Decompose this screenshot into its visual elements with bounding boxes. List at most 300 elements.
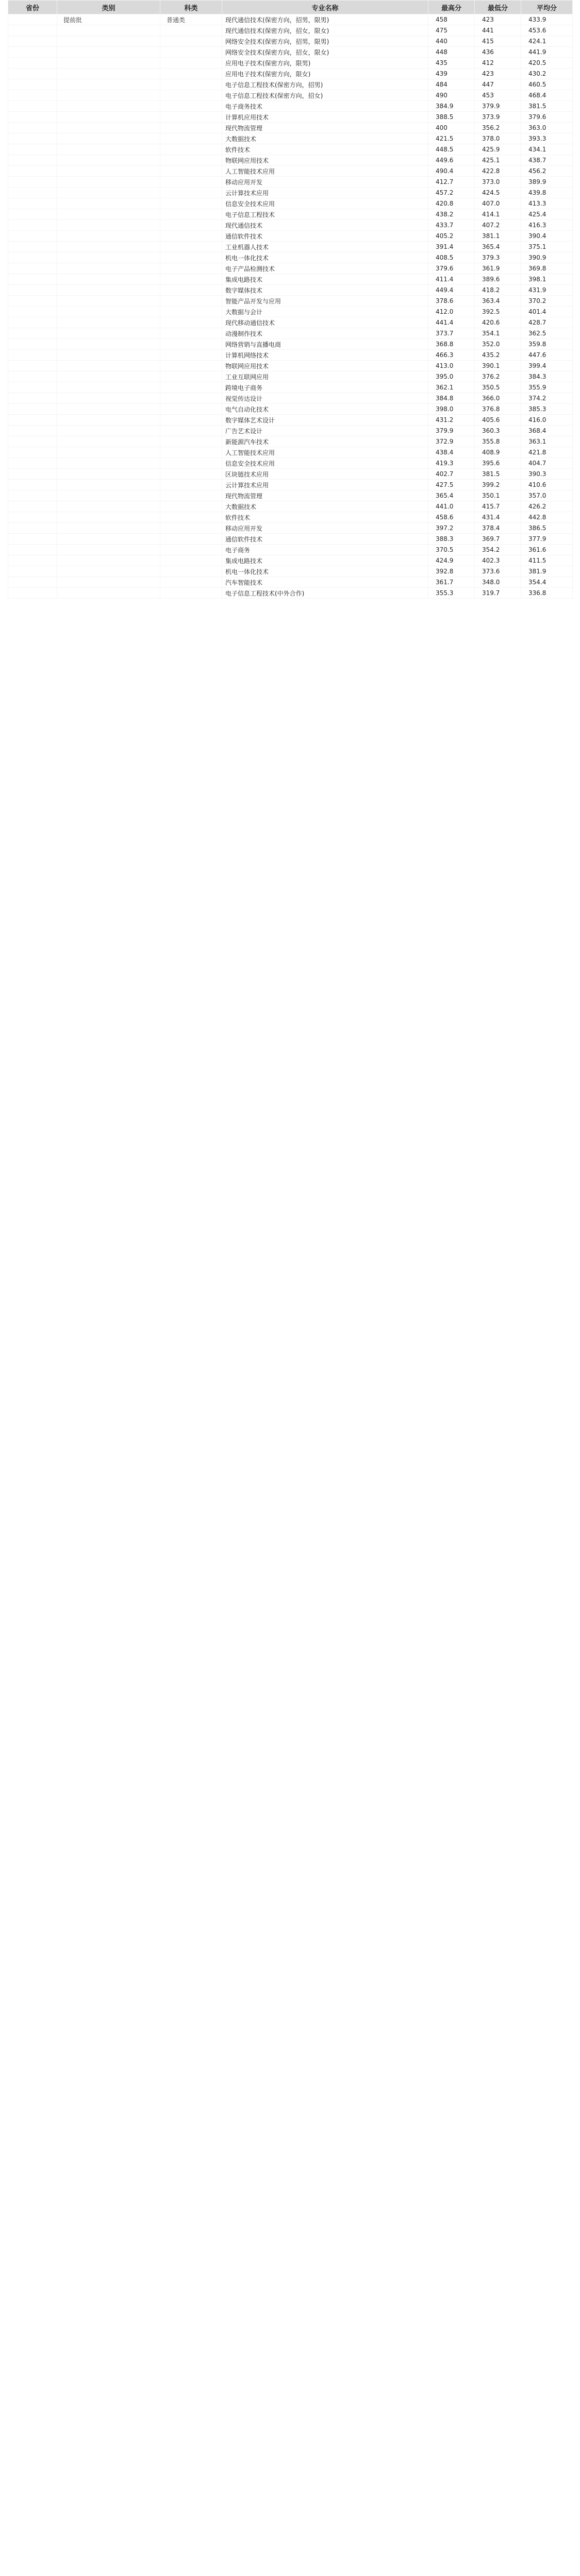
cell-category — [57, 458, 160, 469]
cell-major: 集成电路技术 — [222, 274, 428, 285]
cell-min: 447 — [475, 79, 521, 90]
cell-major: 移动应用开发 — [222, 177, 428, 188]
cell-major: 软件技术 — [222, 144, 428, 155]
cell-min: 381.5 — [475, 469, 521, 480]
cell-province — [8, 393, 57, 404]
cell-category — [57, 198, 160, 209]
table-row — [8, 415, 573, 426]
cell-province — [8, 339, 57, 350]
cell-major: 物联网应用技术 — [222, 361, 428, 371]
cell-province — [8, 112, 57, 123]
cell-province — [8, 58, 57, 69]
cell-avg: 369.8 — [521, 263, 573, 274]
cell-avg: 404.7 — [521, 458, 573, 469]
cell-min: 392.5 — [475, 307, 521, 317]
cell-max: 448.5 — [428, 144, 475, 155]
cell-max: 373.7 — [428, 328, 475, 339]
cell-province — [8, 25, 57, 36]
cell-avg: 401.4 — [521, 307, 573, 317]
cell-max: 402.7 — [428, 469, 475, 480]
cell-subject — [160, 447, 222, 458]
cell-max: 490 — [428, 90, 475, 101]
cell-min: 424.5 — [475, 188, 521, 198]
cell-min: 348.0 — [475, 577, 521, 588]
cell-avg: 355.9 — [521, 382, 573, 393]
cell-category — [57, 231, 160, 242]
cell-category — [57, 220, 160, 231]
cell-category — [57, 25, 160, 36]
cell-category — [57, 307, 160, 317]
cell-avg: 413.3 — [521, 198, 573, 209]
cell-major: 电子产品检测技术 — [222, 263, 428, 274]
cell-province — [8, 69, 57, 79]
cell-subject — [160, 555, 222, 566]
cell-max: 398.0 — [428, 404, 475, 415]
cell-avg: 460.5 — [521, 79, 573, 90]
cell-max: 392.8 — [428, 566, 475, 577]
cell-major: 工业机器人技术 — [222, 242, 428, 252]
table-row — [8, 490, 573, 501]
header-major: 专业名称 — [222, 1, 428, 14]
cell-province — [8, 361, 57, 371]
table-row — [8, 166, 573, 177]
cell-min: 414.1 — [475, 209, 521, 220]
cell-min: 354.2 — [475, 545, 521, 555]
cell-major: 电子信息工程技术 — [222, 209, 428, 220]
table-row — [8, 447, 573, 458]
cell-avg: 468.4 — [521, 90, 573, 101]
cell-province — [8, 36, 57, 47]
cell-max: 408.5 — [428, 252, 475, 263]
cell-subject — [160, 123, 222, 133]
cell-category — [57, 469, 160, 480]
cell-min: 356.2 — [475, 123, 521, 133]
cell-category — [57, 144, 160, 155]
cell-subject — [160, 296, 222, 307]
table-row — [8, 123, 573, 133]
cell-avg: 441.9 — [521, 47, 573, 58]
cell-major: 软件技术 — [222, 512, 428, 523]
table-row — [8, 242, 573, 252]
cell-major: 汽车智能技术 — [222, 577, 428, 588]
table-row — [8, 426, 573, 436]
cell-major: 网络营销与直播电商 — [222, 339, 428, 350]
cell-province — [8, 101, 57, 112]
cell-avg: 393.3 — [521, 133, 573, 144]
cell-min: 379.3 — [475, 252, 521, 263]
cell-avg: 381.9 — [521, 566, 573, 577]
cell-avg: 420.5 — [521, 58, 573, 69]
table-row — [8, 133, 573, 144]
cell-max: 413.0 — [428, 361, 475, 371]
cell-province — [8, 480, 57, 490]
cell-category — [57, 296, 160, 307]
cell-min: 361.9 — [475, 263, 521, 274]
cell-max: 412.0 — [428, 307, 475, 317]
table-row — [8, 274, 573, 285]
cell-avg: 377.9 — [521, 534, 573, 545]
cell-subject — [160, 480, 222, 490]
cell-min: 354.1 — [475, 328, 521, 339]
table-row — [8, 296, 573, 307]
cell-min: 412 — [475, 58, 521, 69]
cell-min: 373.6 — [475, 566, 521, 577]
cell-min: 350.5 — [475, 382, 521, 393]
cell-category — [57, 512, 160, 523]
cell-max: 440 — [428, 36, 475, 47]
cell-subject — [160, 252, 222, 263]
cell-min: 435.2 — [475, 350, 521, 361]
cell-category — [57, 501, 160, 512]
cell-province — [8, 328, 57, 339]
cell-avg: 361.6 — [521, 545, 573, 555]
cell-avg: 389.9 — [521, 177, 573, 188]
cell-province — [8, 566, 57, 577]
cell-subject — [160, 188, 222, 198]
cell-major: 现代通信技术(保密方向，招男，限男) — [222, 14, 428, 25]
cell-avg: 447.6 — [521, 350, 573, 361]
cell-subject — [160, 79, 222, 90]
cell-category — [57, 328, 160, 339]
cell-max: 379.9 — [428, 426, 475, 436]
cell-category — [57, 58, 160, 69]
cell-province — [8, 415, 57, 426]
cell-avg: 430.2 — [521, 69, 573, 79]
cell-max: 370.5 — [428, 545, 475, 555]
cell-province — [8, 79, 57, 90]
cell-min: 369.7 — [475, 534, 521, 545]
cell-category — [57, 242, 160, 252]
cell-avg: 434.1 — [521, 144, 573, 155]
cell-major: 信息安全技术应用 — [222, 198, 428, 209]
table-row — [8, 307, 573, 317]
cell-subject — [160, 209, 222, 220]
table-row — [8, 317, 573, 328]
cell-avg: 453.6 — [521, 25, 573, 36]
cell-max: 448 — [428, 47, 475, 58]
cell-subject — [160, 458, 222, 469]
cell-avg: 399.4 — [521, 361, 573, 371]
header-category: 类别 — [57, 1, 160, 14]
cell-avg: 370.2 — [521, 296, 573, 307]
cell-major: 电子信息工程技术(保密方向，招女) — [222, 90, 428, 101]
cell-category — [57, 404, 160, 415]
cell-major: 智能产品开发与应用 — [222, 296, 428, 307]
cell-major: 跨境电子商务 — [222, 382, 428, 393]
cell-major: 数字媒体艺术设计 — [222, 415, 428, 426]
table-row — [8, 512, 573, 523]
cell-max: 458.6 — [428, 512, 475, 523]
cell-min: 378.0 — [475, 133, 521, 144]
cell-major: 电子信息工程技术(保密方向，招男) — [222, 79, 428, 90]
table-row — [8, 371, 573, 382]
table-row — [8, 101, 573, 112]
cell-province — [8, 144, 57, 155]
cell-min: 350.1 — [475, 490, 521, 501]
cell-avg: 416.3 — [521, 220, 573, 231]
cell-category — [57, 382, 160, 393]
cell-min: 415.7 — [475, 501, 521, 512]
cell-subject — [160, 566, 222, 577]
cell-major: 人工智能技术应用 — [222, 166, 428, 177]
cell-avg: 336.8 — [521, 588, 573, 599]
cell-major: 大数据与会计 — [222, 307, 428, 317]
cell-min: 407.2 — [475, 220, 521, 231]
table-row — [8, 339, 573, 350]
table-row — [8, 14, 573, 25]
cell-province — [8, 242, 57, 252]
cell-subject — [160, 317, 222, 328]
cell-category — [57, 133, 160, 144]
cell-avg: 398.1 — [521, 274, 573, 285]
cell-max: 427.5 — [428, 480, 475, 490]
cell-major: 云计算技术应用 — [222, 188, 428, 198]
cell-category — [57, 317, 160, 328]
table-row — [8, 47, 573, 58]
cell-avg: 363.1 — [521, 436, 573, 447]
table-row — [8, 263, 573, 274]
cell-max: 388.3 — [428, 534, 475, 545]
table-row — [8, 523, 573, 534]
table-row — [8, 144, 573, 155]
cell-category — [57, 166, 160, 177]
cell-max: 438.2 — [428, 209, 475, 220]
cell-min: 402.3 — [475, 555, 521, 566]
cell-province — [8, 90, 57, 101]
cell-max: 449.4 — [428, 285, 475, 296]
cell-subject — [160, 155, 222, 166]
cell-avg: 456.2 — [521, 166, 573, 177]
table-header-row — [8, 1, 573, 14]
cell-min: 355.8 — [475, 436, 521, 447]
cell-max: 368.8 — [428, 339, 475, 350]
cell-max: 379.6 — [428, 263, 475, 274]
cell-avg: 390.3 — [521, 469, 573, 480]
cell-min: 363.4 — [475, 296, 521, 307]
cell-province — [8, 317, 57, 328]
cell-category — [57, 393, 160, 404]
cell-province — [8, 263, 57, 274]
cell-avg: 385.3 — [521, 404, 573, 415]
cell-category — [57, 123, 160, 133]
cell-province — [8, 447, 57, 458]
cell-min: 381.1 — [475, 231, 521, 242]
cell-subject — [160, 339, 222, 350]
table-row — [8, 382, 573, 393]
cell-avg: 416.0 — [521, 415, 573, 426]
cell-max: 378.6 — [428, 296, 475, 307]
cell-max: 435 — [428, 58, 475, 69]
cell-major: 现代通信技术 — [222, 220, 428, 231]
cell-subject — [160, 350, 222, 361]
cell-max: 372.9 — [428, 436, 475, 447]
cell-major: 机电一体化技术 — [222, 252, 428, 263]
cell-avg: 384.3 — [521, 371, 573, 382]
cell-max: 431.2 — [428, 415, 475, 426]
cell-max: 457.2 — [428, 188, 475, 198]
cell-subject — [160, 220, 222, 231]
cell-category — [57, 545, 160, 555]
cell-province — [8, 231, 57, 242]
cell-max: 397.2 — [428, 523, 475, 534]
cell-min: 360.3 — [475, 426, 521, 436]
table-body — [8, 14, 573, 599]
header-subject: 科类 — [160, 1, 222, 14]
cell-category — [57, 426, 160, 436]
cell-min: 423 — [475, 69, 521, 79]
cell-province — [8, 588, 57, 599]
header-max-score: 最高分 — [428, 1, 475, 14]
cell-subject — [160, 242, 222, 252]
cell-province — [8, 133, 57, 144]
cell-province — [8, 523, 57, 534]
admission-score-table — [8, 0, 573, 599]
cell-subject — [160, 285, 222, 296]
cell-subject — [160, 166, 222, 177]
cell-avg: 381.5 — [521, 101, 573, 112]
cell-province — [8, 209, 57, 220]
table-row — [8, 112, 573, 123]
cell-major: 工业互联网应用 — [222, 371, 428, 382]
cell-avg: 374.2 — [521, 393, 573, 404]
cell-major: 移动应用开发 — [222, 523, 428, 534]
table-row — [8, 36, 573, 47]
cell-max: 361.7 — [428, 577, 475, 588]
cell-category — [57, 436, 160, 447]
cell-max: 441.4 — [428, 317, 475, 328]
cell-subject — [160, 25, 222, 36]
cell-max: 400 — [428, 123, 475, 133]
header-province: 省份 — [8, 1, 57, 14]
table-row — [8, 545, 573, 555]
cell-max: 391.4 — [428, 242, 475, 252]
cell-max: 412.7 — [428, 177, 475, 188]
cell-min: 389.6 — [475, 274, 521, 285]
cell-min: 423 — [475, 14, 521, 25]
cell-avg: 438.7 — [521, 155, 573, 166]
cell-major: 计算机网络技术 — [222, 350, 428, 361]
cell-subject — [160, 36, 222, 47]
cell-category — [57, 523, 160, 534]
cell-avg: 433.9 — [521, 14, 573, 25]
cell-category — [57, 371, 160, 382]
cell-province — [8, 350, 57, 361]
cell-major: 现代物流管理 — [222, 490, 428, 501]
cell-province — [8, 252, 57, 263]
cell-province — [8, 501, 57, 512]
cell-province — [8, 469, 57, 480]
cell-category — [57, 209, 160, 220]
table-row — [8, 328, 573, 339]
cell-province — [8, 545, 57, 555]
table-row — [8, 458, 573, 469]
cell-subject — [160, 512, 222, 523]
cell-major: 动漫制作技术 — [222, 328, 428, 339]
cell-category — [57, 534, 160, 545]
table-row — [8, 209, 573, 220]
cell-max: 466.3 — [428, 350, 475, 361]
cell-subject — [160, 523, 222, 534]
cell-province — [8, 555, 57, 566]
cell-major: 集成电路技术 — [222, 555, 428, 566]
cell-min: 405.6 — [475, 415, 521, 426]
cell-province — [8, 577, 57, 588]
cell-province — [8, 188, 57, 198]
cell-avg: 390.4 — [521, 231, 573, 242]
cell-category — [57, 274, 160, 285]
cell-subject — [160, 231, 222, 242]
cell-min: 390.1 — [475, 361, 521, 371]
cell-subject — [160, 47, 222, 58]
cell-max: 490.4 — [428, 166, 475, 177]
cell-avg: 354.4 — [521, 577, 573, 588]
cell-category — [57, 263, 160, 274]
cell-max: 355.3 — [428, 588, 475, 599]
cell-province — [8, 426, 57, 436]
table-row — [8, 69, 573, 79]
cell-category — [57, 47, 160, 58]
header-avg-score: 平均分 — [521, 1, 573, 14]
cell-subject — [160, 58, 222, 69]
cell-subject: 普通类 — [160, 14, 222, 25]
cell-subject — [160, 144, 222, 155]
cell-subject — [160, 371, 222, 382]
cell-province — [8, 436, 57, 447]
cell-min: 422.8 — [475, 166, 521, 177]
table-row — [8, 469, 573, 480]
cell-category — [57, 447, 160, 458]
cell-category — [57, 490, 160, 501]
cell-min: 379.9 — [475, 101, 521, 112]
cell-major: 电气自动化技术 — [222, 404, 428, 415]
table-row — [8, 177, 573, 188]
cell-major: 区块链技术应用 — [222, 469, 428, 480]
cell-major: 现代物流管理 — [222, 123, 428, 133]
cell-min: 366.0 — [475, 393, 521, 404]
cell-subject — [160, 501, 222, 512]
cell-min: 395.6 — [475, 458, 521, 469]
cell-min: 431.4 — [475, 512, 521, 523]
cell-max: 395.0 — [428, 371, 475, 382]
table-row — [8, 555, 573, 566]
cell-max: 420.8 — [428, 198, 475, 209]
cell-category — [57, 339, 160, 350]
cell-province — [8, 155, 57, 166]
cell-max: 419.3 — [428, 458, 475, 469]
cell-category — [57, 79, 160, 90]
table-row — [8, 480, 573, 490]
cell-major: 大数据技术 — [222, 501, 428, 512]
cell-province — [8, 14, 57, 25]
cell-major: 物联网应用技术 — [222, 155, 428, 166]
cell-subject — [160, 198, 222, 209]
cell-subject — [160, 328, 222, 339]
cell-max: 411.4 — [428, 274, 475, 285]
cell-avg: 425.4 — [521, 209, 573, 220]
cell-avg: 359.8 — [521, 339, 573, 350]
cell-major: 机电一体化技术 — [222, 566, 428, 577]
table-row — [8, 285, 573, 296]
cell-min: 425.1 — [475, 155, 521, 166]
cell-subject — [160, 90, 222, 101]
cell-max: 388.5 — [428, 112, 475, 123]
table-row — [8, 79, 573, 90]
cell-min: 407.0 — [475, 198, 521, 209]
table-row — [8, 404, 573, 415]
cell-min: 425.9 — [475, 144, 521, 155]
cell-min: 376.8 — [475, 404, 521, 415]
cell-avg: 375.1 — [521, 242, 573, 252]
